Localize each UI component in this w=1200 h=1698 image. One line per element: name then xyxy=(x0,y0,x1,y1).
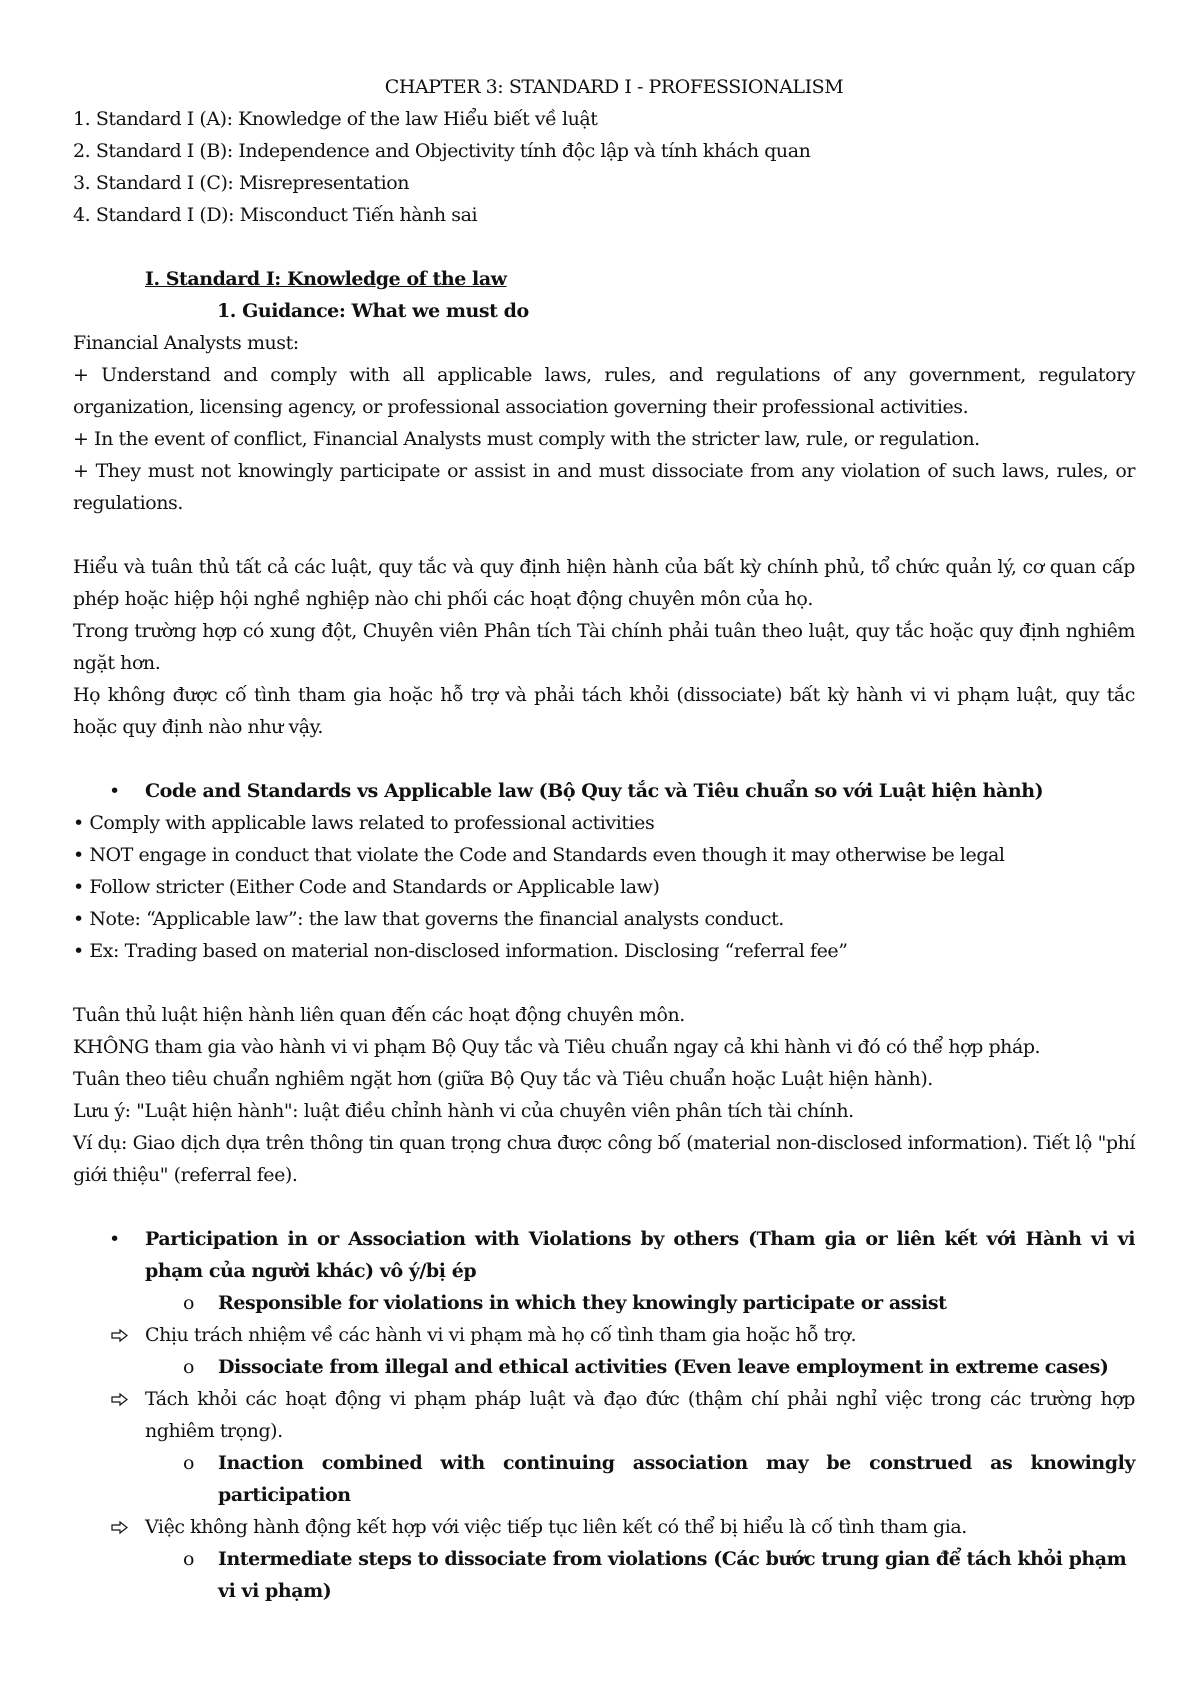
bullet-symbol: • xyxy=(109,780,120,802)
code-vs-law-vi-line: Lưu ý: "Luật hiện hành": luật điều chỉnh hành vi của chuyên viên phân tích tài chính. xyxy=(73,1100,854,1122)
code-vs-law-item: • Follow stricter (Either Code and Standards or Applicable law) xyxy=(73,876,660,898)
spacer xyxy=(73,967,1135,999)
sub-bullet-symbol: o xyxy=(183,1452,194,1474)
guidance-heading: 1. Guidance: What we must do xyxy=(217,300,529,322)
participation-point-vi: Tách khỏi các hoạt động vi phạm pháp luật và đạo đức (thậm chí phải nghỉ việc trong các trường hợp nghiêm trọng). xyxy=(145,1388,1135,1442)
arrow-right-icon xyxy=(111,1383,129,1406)
arrow-right-icon xyxy=(111,1511,129,1534)
participation-point-translation xyxy=(73,1383,1135,1447)
chapter-title: CHAPTER 3: STANDARD I - PROFESSIONALISM xyxy=(384,76,844,98)
sub-bullet-symbol: o xyxy=(183,1548,194,1570)
sub-bullet-symbol: o xyxy=(183,1292,194,1314)
spacer xyxy=(73,231,1135,263)
code-vs-law-item: • Comply with applicable laws related to professional activities xyxy=(73,812,655,834)
code-vs-law-vi-line: KHÔNG tham gia vào hành vi vi phạm Bộ Quy tắc và Tiêu chuẩn ngay cả khi hành vi đó có thể hợp pháp. xyxy=(73,1036,1041,1058)
participation-heading: Participation in or Association with Violations by others (Tham gia or liên kết với Hành vi vi phạm của người khác) vô ý/bị ép xyxy=(145,1228,1135,1282)
duty-en-paragraph: + They must not knowingly participate or assist in and must dissociate from any violation of such laws, rules, or regulations. xyxy=(73,460,1135,514)
code-vs-law-item: • NOT engage in conduct that violate the Code and Standards even though it may otherwise be legal xyxy=(73,844,1005,866)
duty-en-paragraph: + Understand and comply with all applicable laws, rules, and regulations of any government, regulatory organization, licensing agency, or professional association governing their professional activities. xyxy=(73,364,1135,418)
arrow-right-icon xyxy=(111,1319,129,1342)
code-vs-law-item: • Ex: Trading based on material non-disclosed information. Disclosing “referral fee” xyxy=(73,940,848,962)
code-vs-law-vi-line: Tuân theo tiêu chuẩn nghiêm ngặt hơn (giữa Bộ Quy tắc và Tiêu chuẩn hoặc Luật hiện hành). xyxy=(73,1068,933,1090)
participation-heading-row xyxy=(73,1223,1135,1287)
toc-item: 3. Standard I (C): Misrepresentation xyxy=(73,172,409,194)
section-heading: I. Standard I: Knowledge of the law xyxy=(145,268,507,290)
participation-point-translation xyxy=(73,1319,1135,1351)
participation-point xyxy=(73,1351,1135,1383)
participation-point-en: Intermediate steps to dissociate from violations (Các bước trung gian để tách khỏi phạm vi vi phạm) xyxy=(218,1548,1127,1602)
duty-vi-paragraph: Hiểu và tuân thủ tất cả các luật, quy tắc và quy định hiện hành của bất kỳ chính phủ, tổ chức quản lý, cơ quan cấp phép hoặc hiệp hội nghề nghiệp nào chi phối các hoạt động chuyên môn của họ. xyxy=(73,556,1135,610)
code-vs-law-heading-row xyxy=(73,775,1135,807)
participation-point xyxy=(73,1447,1135,1511)
spacer xyxy=(73,519,1135,551)
participation-point-en: Dissociate from illegal and ethical activities (Even leave employment in extreme cases) xyxy=(218,1356,1109,1378)
analysts-intro: Financial Analysts must: xyxy=(73,332,299,354)
participation-point-vi: Chịu trách nhiệm về các hành vi vi phạm mà họ cố tình tham gia hoặc hỗ trợ. xyxy=(145,1324,857,1346)
participation-point xyxy=(73,1543,1135,1607)
toc-item: 4. Standard I (D): Misconduct Tiến hành sai xyxy=(73,204,478,226)
duty-vi-paragraph: Họ không được cố tình tham gia hoặc hỗ trợ và phải tách khỏi (dissociate) bất kỳ hành vi vi phạm luật, quy tắc hoặc quy định nào như vậy. xyxy=(73,684,1135,738)
duty-en-paragraph: + In the event of conflict, Financial Analysts must comply with the stricter law, rule, or regulation. xyxy=(73,428,980,450)
duty-vi-paragraph: Trong trường hợp có xung đột, Chuyên viên Phân tích Tài chính phải tuân theo luật, quy tắc hoặc quy định nghiêm ngặt hơn. xyxy=(73,620,1135,674)
code-vs-law-item: • Note: “Applicable law”: the law that governs the financial analysts conduct. xyxy=(73,908,784,930)
spacer xyxy=(73,1191,1135,1223)
spacer xyxy=(73,743,1135,775)
participation-point-en: Inaction combined with continuing association may be construed as knowingly participation xyxy=(218,1452,1135,1506)
toc-item: 1. Standard I (A): Knowledge of the law Hiểu biết về luật xyxy=(73,108,598,130)
participation-point xyxy=(73,1287,1135,1319)
code-vs-law-vi-line: Tuân thủ luật hiện hành liên quan đến các hoạt động chuyên môn. xyxy=(73,1004,685,1026)
toc-item: 2. Standard I (B): Independence and Objectivity tính độc lập và tính khách quan xyxy=(73,140,811,162)
participation-point-translation xyxy=(73,1511,1135,1543)
code-vs-law-vi-line: Ví dụ: Giao dịch dựa trên thông tin quan trọng chưa được công bố (material non-disclosed information). Tiết lộ "phí giới thiệu" (referral fee). xyxy=(73,1132,1135,1186)
bullet-symbol: • xyxy=(109,1228,120,1250)
participation-point-en: Responsible for violations in which they knowingly participate or assist xyxy=(218,1292,947,1314)
participation-point-vi: Việc không hành động kết hợp với việc tiếp tục liên kết có thể bị hiểu là cố tình tham gia. xyxy=(145,1516,967,1538)
sub-bullet-symbol: o xyxy=(183,1356,194,1378)
document-body xyxy=(73,71,1135,1607)
code-vs-law-heading: Code and Standards vs Applicable law (Bộ Quy tắc và Tiêu chuẩn so với Luật hiện hành) xyxy=(145,780,1044,802)
